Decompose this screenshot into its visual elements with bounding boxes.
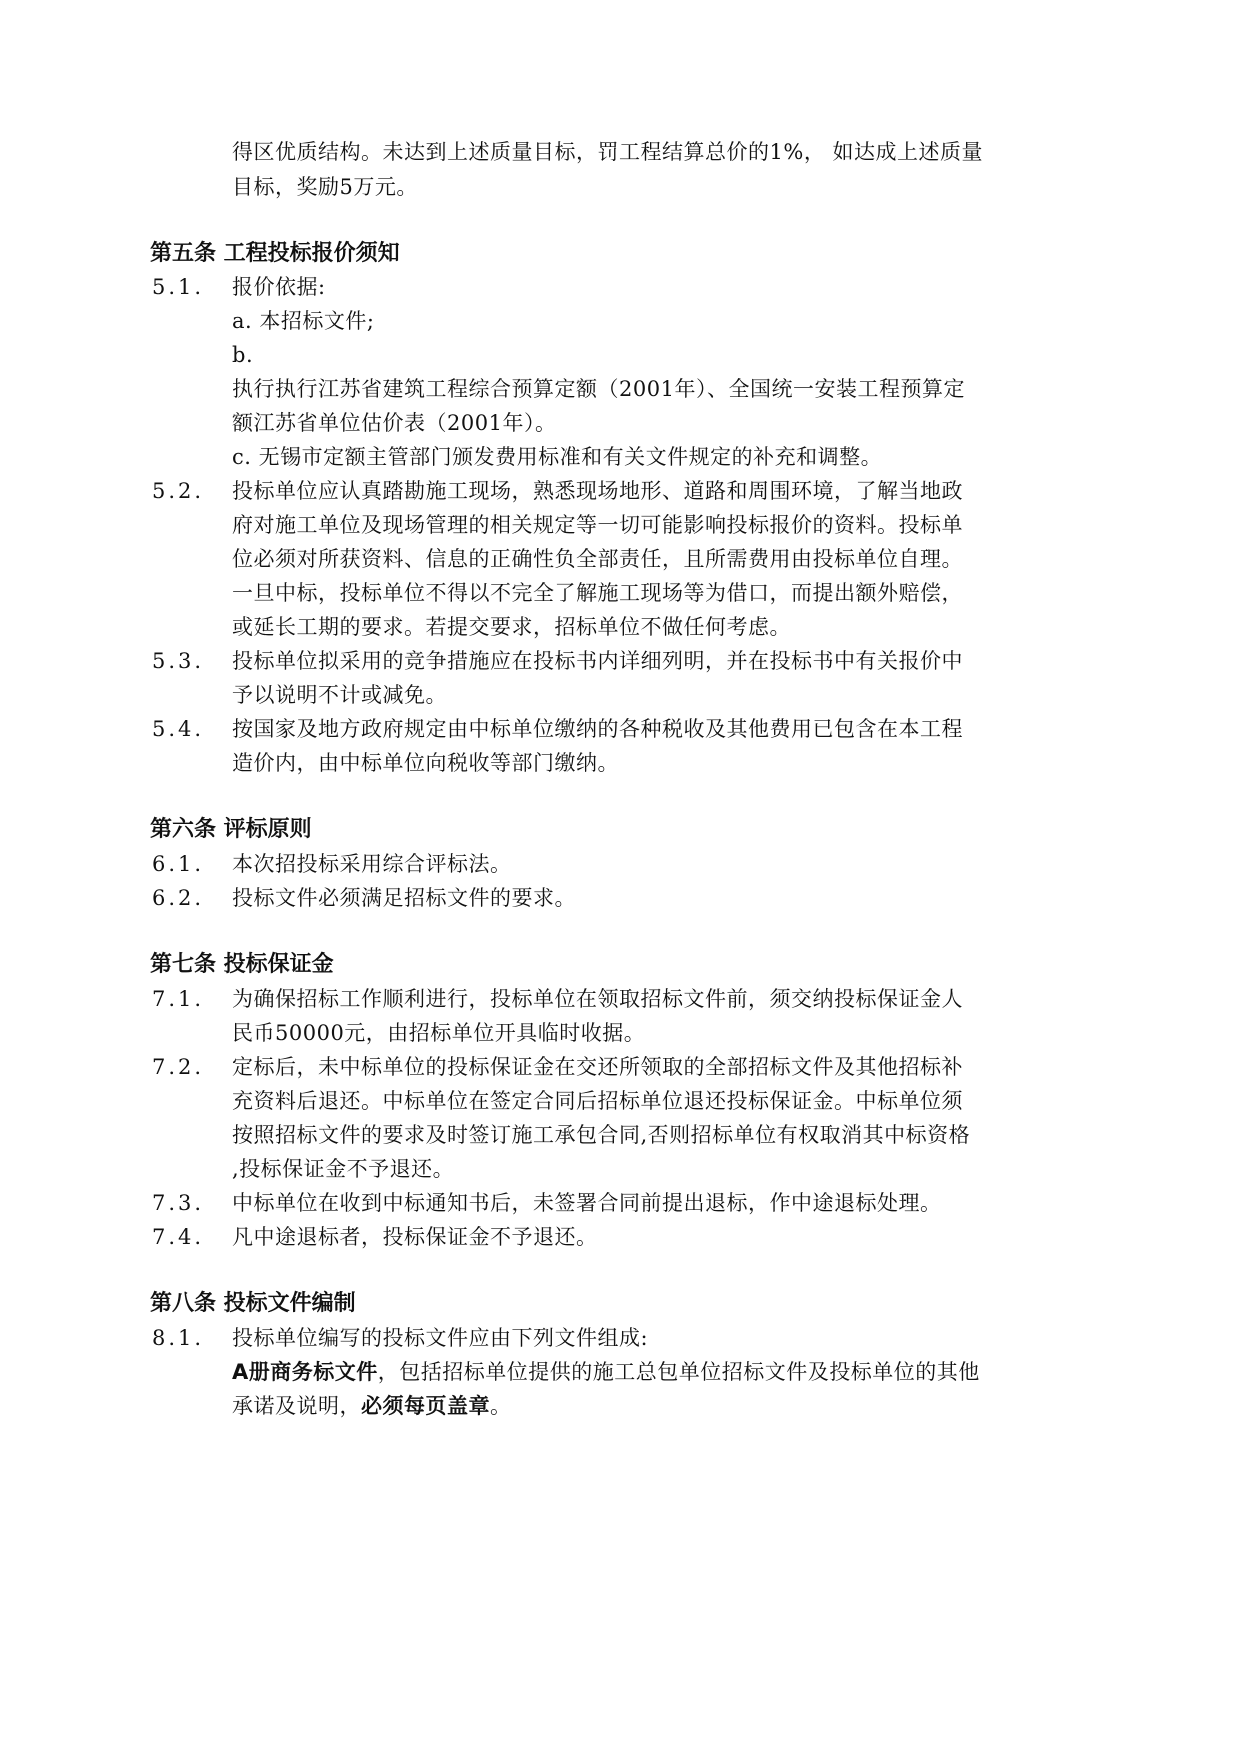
clause-5-1-a: a. 本招标文件; (232, 309, 375, 333)
article-6-heading: 第六条 评标原则 (150, 817, 312, 842)
clause-5-3-line-1: 投标单位拟采用的竞争措施应在投标书内详细列明，并在投标书中有关报价中 (232, 649, 963, 673)
clause-5-2-line-2: 府对施工单位及现场管理的相关规定等一切可能影响投标报价的资料。投标单 (232, 513, 963, 537)
clause-5-4-line-2: 造价内，由中标单位向税收等部门缴纳。 (232, 751, 619, 775)
clause-7-2-line-4: ,投标保证金不予退还。 (232, 1157, 455, 1181)
clause-5-3-line-2: 予以说明不计或减免。 (232, 683, 447, 707)
clause-7-4-text: 凡中途退标者，投标保证金不予退还。 (232, 1225, 598, 1249)
intro-line-2: 目标，奖励5万元。 (232, 175, 418, 199)
clause-5-1-c: c. 无锡市定额主管部门颁发费用标准和有关文件规定的补充和调整。 (232, 445, 883, 469)
clause-5-1-b-text-2: 额江苏省单位估价表（2001年）。 (232, 411, 557, 435)
clause-5-1-b: b. (232, 343, 254, 367)
clause-5-4-number: 5.4. (152, 717, 205, 741)
clause-7-4-number: 7.4. (152, 1225, 205, 1249)
clause-7-2-line-1: 定标后，未中标单位的投标保证金在交还所领取的全部招标文件及其他招标补 (232, 1055, 963, 1079)
clause-7-2-line-3: 按照招标文件的要求及时签订施工承包合同,否则招标单位有权取消其中标资格 (232, 1123, 971, 1147)
clause-8-1-text: 投标单位编写的投标文件应由下列文件组成: (232, 1326, 649, 1350)
clause-5-2-number: 5.2. (152, 479, 205, 503)
a-volume-commercial-bid-label: A册商务标文件 (232, 1360, 378, 1384)
clause-7-1-line-1: 为确保招标工作顺利进行，投标单位在领取招标文件前，须交纳投标保证金人 (232, 987, 963, 1011)
clause-7-3-text: 中标单位在收到中标通知书后，未签署合同前提出退标，作中途退标处理。 (232, 1191, 942, 1215)
article-7-heading: 第七条 投标保证金 (150, 952, 334, 977)
clause-8-1-line-2 (232, 1357, 980, 1387)
clause-7-1-line-2: 民币50000元，由招标单位开具临时收据。 (232, 1021, 646, 1045)
clause-6-2-text: 投标文件必须满足招标文件的要求。 (232, 886, 576, 910)
clause-6-1-number: 6.1. (152, 852, 205, 876)
clause-8-1-number: 8.1. (152, 1326, 205, 1350)
clause-6-2-number: 6.2. (152, 886, 205, 910)
clause-5-1-text: 报价依据: (232, 275, 326, 299)
clause-6-1-text: 本次招投标采用综合评标法。 (232, 852, 512, 876)
clause-5-2-line-5: 或延长工期的要求。若提交要求，招标单位不做任何考虑。 (232, 615, 791, 639)
article-8-heading: 第八条 投标文件编制 (150, 1291, 356, 1316)
article-5-heading: 第五条 工程投标报价须知 (150, 241, 400, 266)
clause-8-1-line-3 (232, 1391, 512, 1421)
clause-5-2-line-4: 一旦中标，投标单位不得以不完全了解施工现场等为借口，而提出额外赔偿， (232, 581, 963, 605)
clause-5-1-b-text-1: 执行执行江苏省建筑工程综合预算定额（2001年）、全国统一安装工程预算定 (232, 377, 965, 401)
intro-line-1: 得区优质结构。未达到上述质量目标，罚工程结算总价的1%， 如达成上述质量 (232, 140, 983, 164)
clause-7-2-line-2: 充资料后退还。中标单位在签定合同后招标单位退还投标保证金。中标单位须 (232, 1089, 963, 1113)
clause-7-1-number: 7.1. (152, 987, 205, 1011)
stamp-each-page-note: 必须每页盖章 (361, 1394, 490, 1418)
clause-8-1-line-3-end: 。 (490, 1394, 512, 1418)
clause-8-1-line-2-rest: ，包括招标单位提供的施工总包单位招标文件及投标单位的其他 (377, 1360, 980, 1384)
clause-7-3-number: 7.3. (152, 1191, 205, 1215)
clause-5-2-line-1: 投标单位应认真踏勘施工现场，熟悉现场地形、道路和周围环境，了解当地政 (232, 479, 963, 503)
clause-5-2-line-3: 位必须对所获资料、信息的正确性负全部责任，且所需费用由投标单位自理。 (232, 547, 963, 571)
clause-5-4-line-1: 按国家及地方政府规定由中标单位缴纳的各种税收及其他费用已包含在本工程 (232, 717, 963, 741)
clause-7-2-number: 7.2. (152, 1055, 205, 1079)
clause-5-3-number: 5.3. (152, 649, 205, 673)
clause-5-1-number: 5.1. (152, 275, 205, 299)
clause-8-1-line-3-start: 承诺及说明， (232, 1394, 361, 1418)
